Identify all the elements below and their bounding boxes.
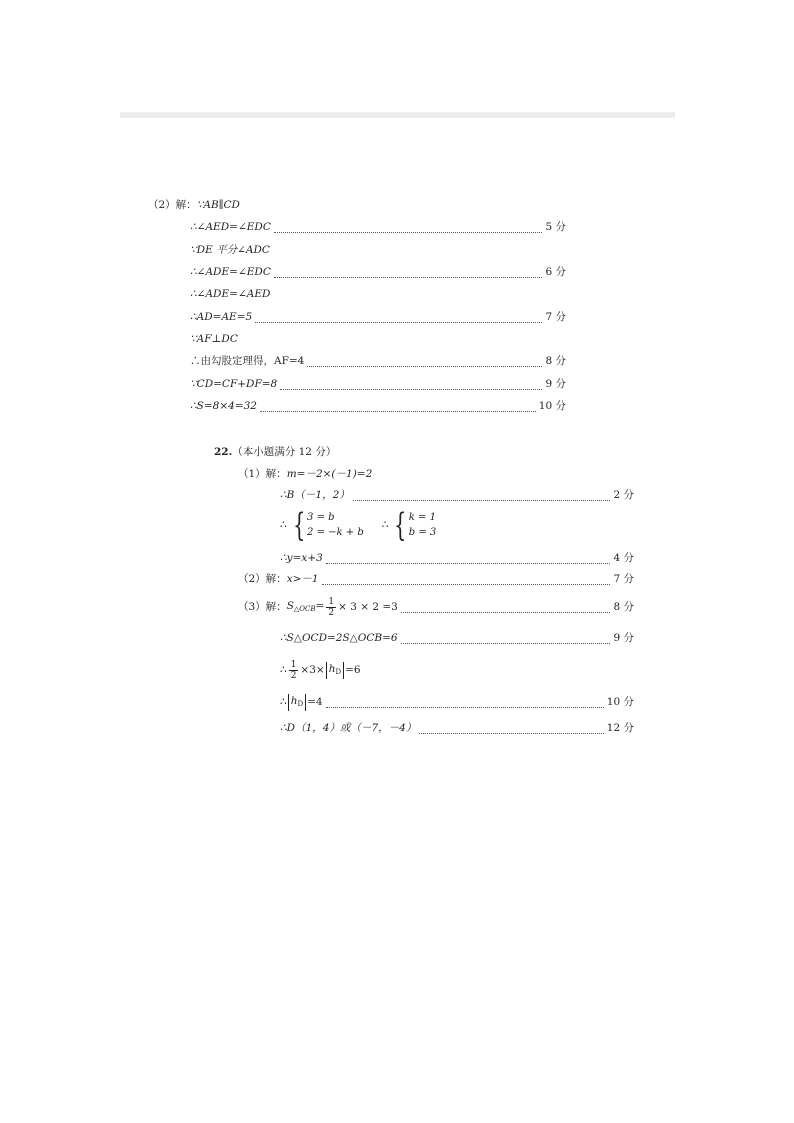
q22-p3-line5-row <box>280 718 634 738</box>
q22-p1-line4: ∴y=x+3 <box>280 552 323 564</box>
q22-p3-line3-row <box>280 656 361 684</box>
dot-leader <box>401 633 611 644</box>
part2-line-3-row <box>190 262 566 282</box>
q22-p2-text: x>－1 <box>286 573 319 585</box>
part2-score-5: 7 分 <box>545 311 566 323</box>
part2-line-5-row <box>190 307 566 327</box>
part2-score-9: 10 分 <box>538 400 566 412</box>
q22-p3-row <box>238 594 634 620</box>
part2-line-0: ∵AB∥CD <box>196 199 240 211</box>
part2-line-8: ∵CD=CF+DF=8 <box>190 378 278 390</box>
therefore-symbol: ∴ <box>381 519 389 531</box>
part2-line-3: ∴∠ADE=∠EDC <box>190 266 271 278</box>
dot-leader <box>255 312 542 323</box>
equation-system-2 <box>390 506 437 544</box>
fraction-denominator: 2 <box>290 670 297 681</box>
times-three: ×3× <box>300 664 325 676</box>
q22-p2-label: （2）解： <box>238 573 287 585</box>
area-subscript: △OCB <box>293 604 316 613</box>
fraction-numerator: 1 <box>328 596 335 607</box>
dot-leader <box>280 379 542 390</box>
part2-header-line <box>148 195 240 215</box>
dot-leader <box>401 602 611 613</box>
equals-sign: = <box>315 599 325 612</box>
part2-line-9: ∴S=8×4=32 <box>190 400 257 412</box>
left-brace-icon: { <box>394 506 407 544</box>
equation-system-1 <box>289 506 364 544</box>
fraction-one-half <box>326 597 336 618</box>
dot-leader <box>307 356 542 367</box>
part2-line-4: ∴∠ADE=∠AED <box>190 288 271 300</box>
q22-p1-line1: m=－2×(－1)=2 <box>286 468 373 480</box>
sys2-row2: b = 3 <box>408 527 437 538</box>
q22-p1-line2: ∴B（－1，2） <box>280 489 350 501</box>
therefore-symbol: ∴ <box>280 664 287 676</box>
h-subscript: D <box>297 699 304 708</box>
part2-line-2: ∵DE 平分∠ADC <box>190 244 270 256</box>
part2-line-7: ∴由勾股定理得，AF=4 <box>190 355 305 367</box>
fraction-numerator: 1 <box>290 659 297 670</box>
part2-line-2-row <box>190 240 270 260</box>
q22-p1-line2-row <box>280 485 634 505</box>
part2-line-6: ∵AF⊥DC <box>190 333 238 345</box>
sys1-row1: 3 = b <box>307 512 335 523</box>
q22-p2-score: 7 分 <box>613 573 634 585</box>
part2-line-1: ∴∠AED=∠EDC <box>190 221 271 233</box>
q22-p1-label: （1）解： <box>238 468 287 480</box>
q22-points: （本小题满分 12 分） <box>232 446 337 458</box>
therefore-symbol: ∴ <box>280 696 287 708</box>
dot-leader <box>274 267 543 278</box>
top-gray-band <box>120 112 675 118</box>
sys1-row2: 2 = −k + b <box>307 527 364 538</box>
fraction-one-half <box>289 660 299 681</box>
sys2-row1: k = 1 <box>408 512 436 523</box>
part2-score-1: 5 分 <box>545 221 566 233</box>
q22-p1-line2-score: 2 分 <box>613 489 634 501</box>
q22-p3-score: 8 分 <box>613 601 634 613</box>
dot-leader <box>274 222 543 233</box>
dot-leader <box>322 574 611 585</box>
left-brace-icon: { <box>292 506 305 544</box>
q22-p3-line5: ∴D（1，4）或（－7，－4） <box>280 722 417 734</box>
q22-p1-row <box>238 464 372 484</box>
h-symbol: h <box>328 662 336 675</box>
q22-p3-line5-score: 12 分 <box>606 722 634 734</box>
dot-leader <box>260 401 536 412</box>
q22-p3-line4-score: 10 分 <box>606 696 634 708</box>
therefore-symbol: ∴ <box>280 519 287 531</box>
part2-label: （2）解： <box>148 199 197 211</box>
equals-four: =4 <box>307 696 323 708</box>
part2-line-9-row <box>190 396 566 416</box>
dot-leader <box>419 723 603 734</box>
q22-p3-line2-score: 9 分 <box>613 632 634 644</box>
q22-p3-line2-row <box>280 628 634 648</box>
part2-line-6-row <box>190 329 238 349</box>
part2-line-7-row <box>190 351 566 371</box>
q22-p1-line4-row <box>280 548 634 568</box>
dot-leader <box>326 553 611 564</box>
q22-p3-line2: ∴S△OCD=2S△OCB=6 <box>280 632 398 644</box>
part2-line-8-row <box>190 374 566 394</box>
part2-score-7: 8 分 <box>545 355 566 367</box>
h-symbol: h <box>290 694 298 707</box>
q22-systems-row <box>280 508 436 542</box>
dot-leader <box>326 697 604 708</box>
area-symbol: S <box>286 599 294 612</box>
q22-p3-line4-row <box>280 692 634 712</box>
q22-p2-row <box>238 569 634 589</box>
absolute-value-h <box>288 694 306 711</box>
part2-score-8: 9 分 <box>545 378 566 390</box>
part2-score-3: 6 分 <box>545 266 566 278</box>
part2-line-1-row <box>190 217 566 237</box>
q22-number: 22. <box>214 446 233 458</box>
h-subscript: D <box>335 667 342 676</box>
q22-p3-rest: × 3 × 2 =3 <box>338 601 398 613</box>
q22-header <box>214 442 336 462</box>
part2-line-5: ∴AD=AE=5 <box>190 311 253 323</box>
equals-six: =6 <box>345 664 361 676</box>
fraction-denominator: 2 <box>328 607 335 618</box>
dot-leader <box>353 490 611 501</box>
q22-p1-line4-score: 4 分 <box>613 552 634 564</box>
part2-line-4-row <box>190 284 270 304</box>
absolute-value-h <box>326 662 344 679</box>
q22-p3-label: （3）解： <box>238 601 287 613</box>
